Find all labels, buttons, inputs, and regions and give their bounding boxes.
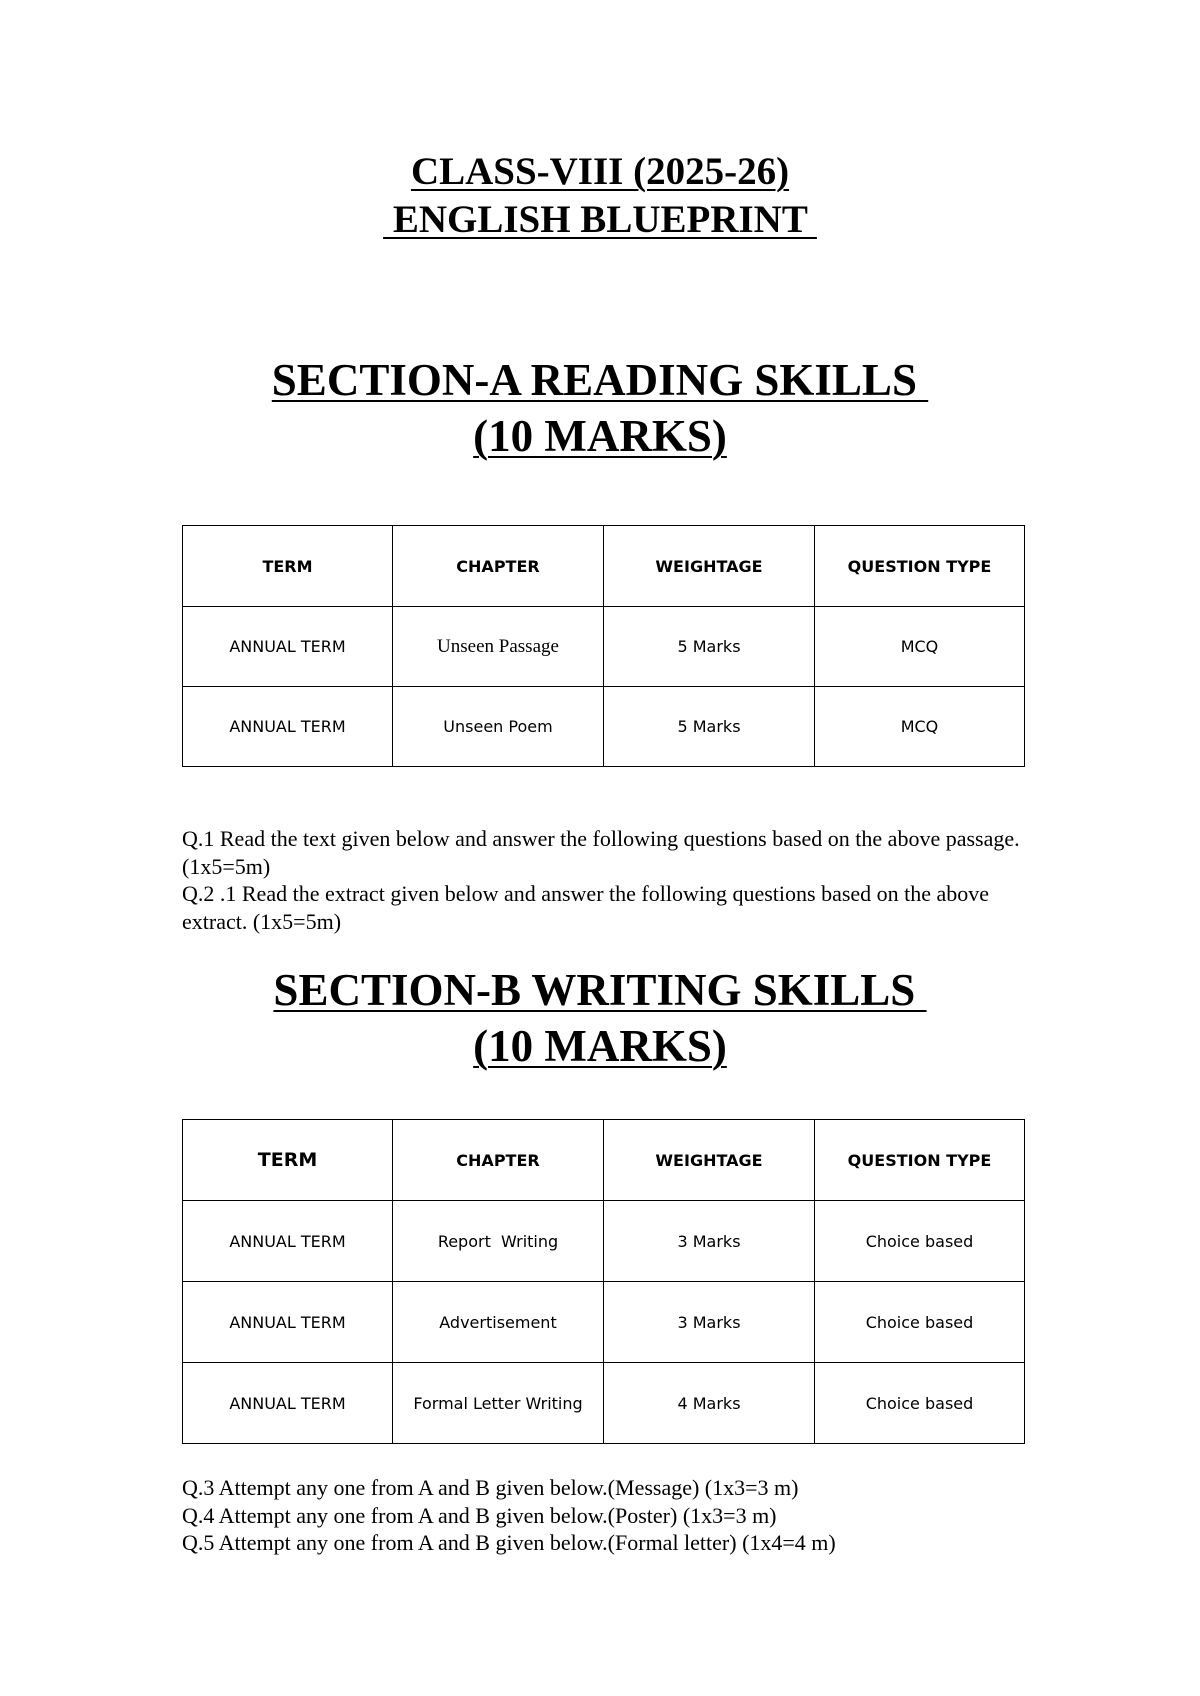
section-b-title: SECTION-B WRITING SKILLS — [273, 965, 927, 1015]
column-header: CHAPTER — [393, 526, 604, 607]
column-header: WEIGHTAGE — [604, 526, 815, 607]
table-cell: Report Writing — [393, 1201, 604, 1282]
table-cell: MCQ — [815, 687, 1025, 767]
table-cell: Advertisement — [393, 1282, 604, 1363]
table-cell: 4 Marks — [604, 1363, 815, 1444]
table-cell: 5 Marks — [604, 607, 815, 687]
table-cell: Unseen Passage — [393, 607, 604, 687]
table-header-row — [183, 1120, 1025, 1201]
table-cell: 3 Marks — [604, 1201, 815, 1282]
column-header: QUESTION TYPE — [815, 526, 1025, 607]
title-english-blueprint: ENGLISH BLUEPRINT — [383, 198, 817, 241]
table-cell: Formal Letter Writing — [393, 1363, 604, 1444]
table-cell: ANNUAL TERM — [183, 607, 393, 687]
question-text: Q.4 Attempt any one from A and B given below.(Poster) (1x3=3 m) — [182, 1502, 777, 1528]
table-cell: 3 Marks — [604, 1282, 815, 1363]
section-b-questions — [182, 1474, 1042, 1557]
column-header: QUESTION TYPE — [815, 1120, 1025, 1201]
section-a-marks: (10 MARKS) — [473, 411, 727, 461]
column-header: CHAPTER — [393, 1120, 604, 1201]
section-a-title: SECTION-A READING SKILLS — [271, 355, 929, 405]
title-class-year: CLASS-VIII (2025-26) — [410, 150, 790, 193]
section-a-questions — [182, 825, 1042, 935]
table-row — [183, 1363, 1025, 1444]
table-header-row — [183, 526, 1025, 607]
section-a-heading — [0, 352, 1200, 464]
section-b-marks: (10 MARKS) — [473, 1021, 727, 1071]
table-cell: ANNUAL TERM — [183, 687, 393, 767]
table-row — [183, 1201, 1025, 1282]
table-cell: ANNUAL TERM — [183, 1201, 393, 1282]
column-header: TERM — [183, 526, 393, 607]
column-header: TERM — [183, 1120, 393, 1201]
table-cell: 5 Marks — [604, 687, 815, 767]
question-text: Q.1 Read the text given below and answer the following questions based on the above passage. (1x5=5m) — [182, 826, 1020, 879]
question-text: Q.3 Attempt any one from A and B given below.(Message) (1x3=3 m) — [182, 1475, 799, 1500]
table-row — [183, 607, 1025, 687]
section-a-table — [182, 525, 1025, 767]
document-title — [0, 148, 1200, 244]
table-cell: Unseen Poem — [393, 687, 604, 767]
table-cell: MCQ — [815, 607, 1025, 687]
table-cell: Choice based — [815, 1201, 1025, 1282]
table-cell: ANNUAL TERM — [183, 1282, 393, 1363]
table-row — [183, 1282, 1025, 1363]
section-b-heading — [0, 962, 1200, 1074]
table-cell: Choice based — [815, 1363, 1025, 1444]
section-b-table — [182, 1119, 1025, 1444]
table-cell: Choice based — [815, 1282, 1025, 1363]
table-row — [183, 687, 1025, 767]
question-text: Q.2 .1 Read the extract given below and answer the following questions based on the above extract. (1x5=5m) — [182, 881, 990, 934]
question-text: Q.5 Attempt any one from A and B given below.(Formal letter) (1x4=4 m) — [182, 1530, 836, 1555]
column-header: WEIGHTAGE — [604, 1120, 815, 1201]
table-cell: ANNUAL TERM — [183, 1363, 393, 1444]
